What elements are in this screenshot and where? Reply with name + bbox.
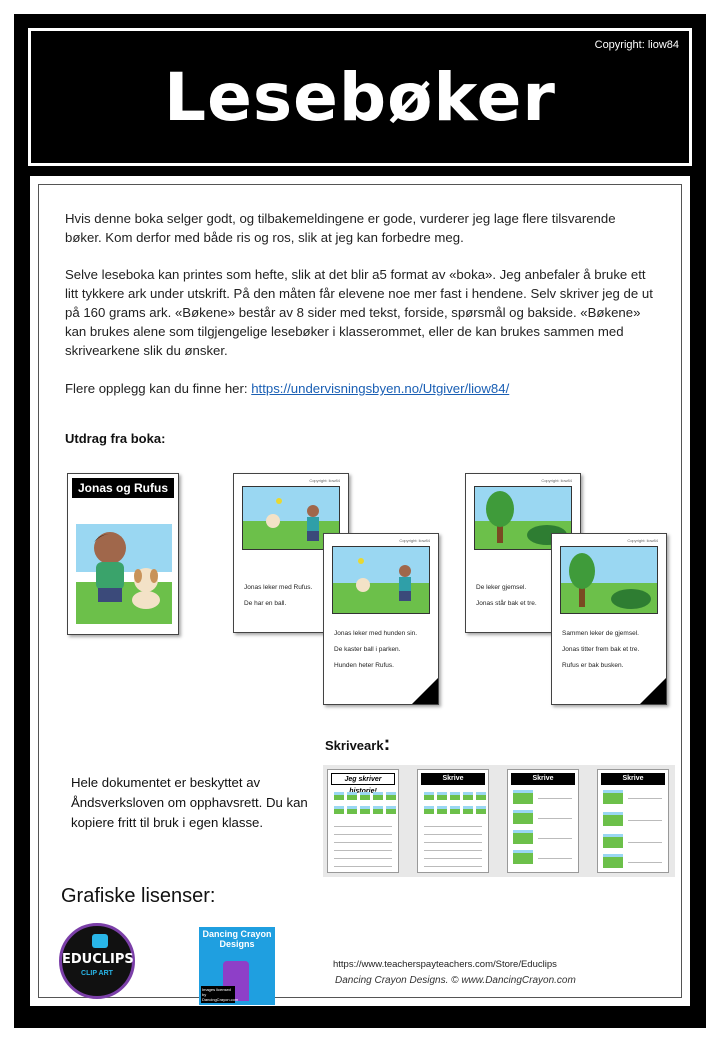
print-instructions-paragraph: Selve leseboka kan printes som hefte, slik at det blir a5 format av «boka». Jeg anbefaler å bruke ett litt tykkere ark under utskrift. På den måten får elevene noe mer fast i hendene. Selv skriver jeg de ut på 160 grams ark. «Bøkene» består av 8 sider med tekst, forside, spørsmål og bakside. «Bøkene» kan brukes alene som tilgjengelige lesebøker i klasserommet, eller de kan brukes sammen med skrivearkene slik du ønsker. [65, 267, 653, 358]
skriveark-label-text: Skriveark [325, 738, 384, 753]
more-resources-prefix: Flere opplegg kan du finne her: [65, 381, 252, 396]
excerpt-page-1-line-2: De kaster ball i parken. [334, 646, 401, 653]
educlips-logo-text: EDUCLIPS [62, 952, 134, 967]
excerpt-page-2 [551, 533, 688, 705]
dancing-crayon-logo-subtext: Images licensed by DancingCrayon.com [202, 987, 239, 1002]
intro-paragraph: Hvis denne boka selger godt, og tilbakemeldingene er gode, vurderer jeg lage flere tilsvarende bøker. Kom derfor med både ris og ros, slik at jeg kan forbedre meg. [65, 211, 616, 245]
page-title: Lesebøker [164, 59, 556, 136]
book-cover-thumbnail [67, 473, 179, 635]
excerpt-heading: Utdrag fra boka: [65, 431, 166, 446]
excerpt-page-b-line-1: De leker gjemsel. [476, 584, 527, 591]
cover-illustration [76, 504, 172, 624]
excerpt-page-1-copyright: Copyright: liow84 [399, 538, 430, 543]
excerpt-page-2-line-3: Rufus er bak busken. [562, 662, 624, 669]
copyright-text: Copyright: liow84 [594, 39, 679, 51]
worksheet-3-title: Skrive [511, 773, 575, 785]
educlips-store-url: https://www.teacherspayteachers.com/Store/Educlips [333, 959, 557, 970]
undervisningsbyen-link[interactable]: https://undervisningsbyen.no/Utgiver/liow84/ [251, 381, 510, 396]
worksheet-1 [327, 769, 399, 873]
excerpt-page-1-line-3: Hunden heter Rufus. [334, 662, 394, 669]
excerpt-page-a-line-2: De har en ball. [244, 600, 287, 607]
skriveark-heading [325, 733, 390, 756]
excerpt-page-1-number: 1 [454, 692, 460, 702]
excerpt-page-2-number: 2 [682, 692, 688, 702]
skriveark-colon: : [383, 733, 391, 755]
excerpt-page-b-line-2: Jonas står bak et tre. [476, 600, 537, 607]
worksheet-4-title: Skrive [601, 773, 665, 785]
excerpt-page-1-number-corner [412, 678, 460, 704]
licenses-heading: Grafiske lisenser: [61, 885, 216, 907]
excerpt-page-1 [323, 533, 460, 705]
excerpt-page-2-copyright: Copyright: liow84 [627, 538, 658, 543]
educlips-logo [59, 923, 135, 999]
excerpt-page-2-line-1: Sammen leker de gjemsel. [562, 630, 639, 637]
worksheet-4 [597, 769, 669, 873]
worksheet-1-title: Jeg skriver [331, 773, 395, 785]
copyright-notice: Hele dokumentet er beskyttet av Åndsverksloven om opphavsrett. Du kan kopiere fritt til bruk i egen klasse. [71, 775, 308, 830]
worksheet-2-title: Skrive [421, 773, 485, 785]
excerpt-page-a-line-1: Jonas leker med Rufus. [244, 584, 313, 591]
educlips-logo-subtext: CLIP ART [81, 970, 113, 977]
header-banner [28, 28, 692, 166]
content-panel [28, 174, 692, 1008]
excerpt-page-2-number-corner [640, 678, 688, 704]
excerpt-page-a-copyright: Copyright: liow84 [309, 478, 340, 483]
worksheet-thumbnails [323, 765, 675, 877]
dancing-crayon-logo-text: Dancing Crayon Designs [202, 929, 272, 949]
excerpt-page-b-copyright: Copyright: liow84 [541, 478, 572, 483]
worksheet-2 [417, 769, 489, 873]
excerpt-page-2-illustration [560, 546, 658, 614]
worksheet-3 [507, 769, 579, 873]
excerpt-page-1-illustration [332, 546, 430, 614]
cover-title: Jonas og Rufus [72, 478, 174, 498]
dancing-crayon-logo [199, 927, 275, 1005]
excerpt-page-2-line-2: Jonas titter frem bak et tre. [562, 646, 640, 653]
excerpt-page-1-line-1: Jonas leker med hunden sin. [334, 630, 418, 637]
dancing-crayon-credit: Dancing Crayon Designs. © www.DancingCrayon.com [335, 975, 576, 986]
content-inner-frame [38, 184, 688, 1002]
more-resources-paragraph [65, 379, 655, 398]
